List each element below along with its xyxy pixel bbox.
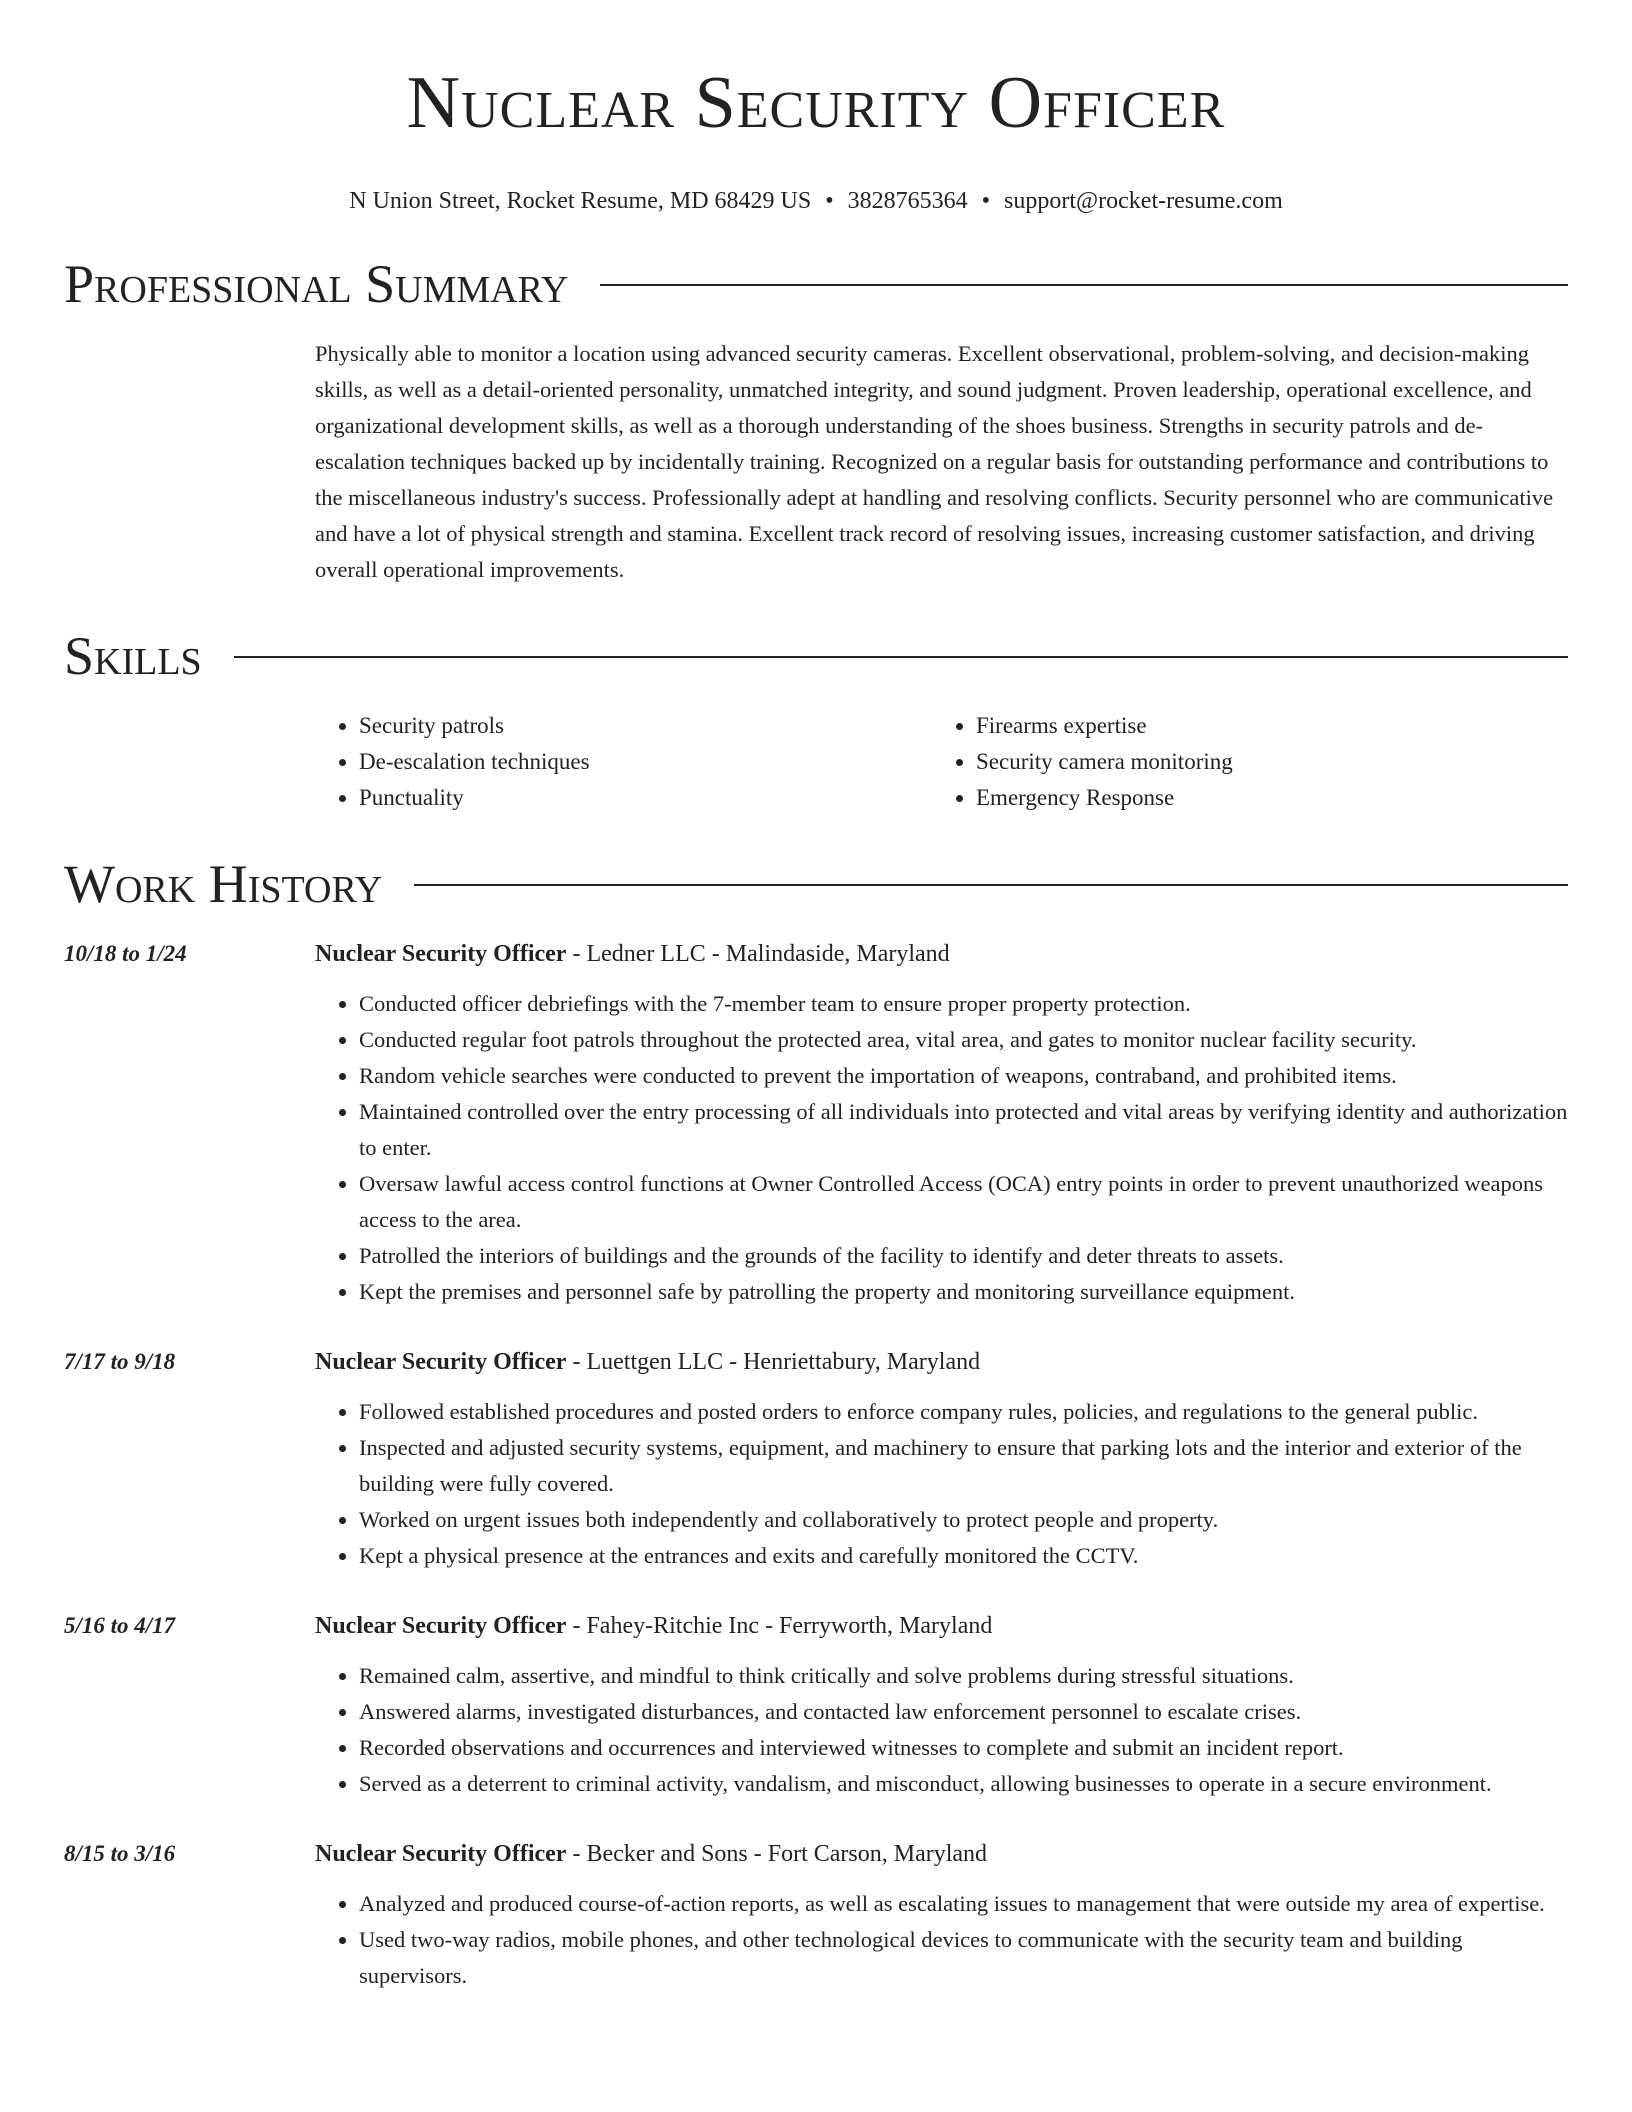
summary-text: Physically able to monitor a location using advanced security cameras. Excellent observational, problem-solving, and decision-making skills, as well as a detail-oriented personality, unmatched integrity, and sound judgment. Proven leadership, operational excellence, and organizational development skills, as well as a thorough understanding of the shoes business. Strengths in security patrols and de-escalation techniques backed up by incidentally training. Recognized on a regular basis for outstanding performance and contributions to the miscellaneous industry's success. Professionally adept at handling and resolving conflicts. Security personnel who are communicative and have a lot of physical strength and stamina. Excellent track record of resolving issues, increasing customer satisfaction, and driving overall operational improvements. [315,341,1554,582]
job-details: - Becker and Sons - Fort Carson, Maryland [566,1841,988,1867]
skills-section-header [64,626,1568,686]
job-entry [64,1344,1568,1574]
section-divider [600,284,1568,286]
contact-line [64,186,1568,216]
contact-separator: • [981,188,991,214]
job-bullets [315,1394,1568,1574]
skill-item: • Firearms expertise [976,708,1568,744]
job-body [315,936,1568,1310]
contact-separator: • [825,188,834,214]
job-bullet: • Inspected and adjusted security systems, equipment, and machinery to ensure that parking lots and the interior and exterior of the building were fully covered. [359,1430,1568,1502]
job-dates: 5/16 to 4/17 [64,1613,176,1638]
job-details: - Fahey-Ritchie Inc - Ferryworth, Maryland [566,1613,993,1639]
summary-section-title: Professional Summary [64,254,569,314]
job-dates: 8/15 to 3/16 [64,1841,176,1866]
resume-page [64,0,1568,1994]
job-details: - Ledner LLC - Malindaside, Maryland [566,941,950,967]
job-bullets [315,986,1568,1310]
job-heading [315,936,1568,972]
job-bullet: • Conducted regular foot patrols throughout the protected area, vital area, and gates to monitor nuclear facility security. [359,1022,1568,1058]
work-section-title: Work History [64,854,383,914]
skill-item: • Security camera monitoring [976,744,1568,780]
job-dates: 10/18 to 1/24 [64,941,187,966]
job-bullet: • Used two-way radios, mobile phones, and other technological devices to communicate with the security team and building supervisors. [359,1922,1568,1994]
job-dates: 7/17 to 9/18 [64,1349,176,1374]
job-title: Nuclear Security Officer [315,1613,567,1639]
contact-address: N Union Street, Rocket Resume, MD 68429 US [349,188,812,214]
job-bullet: • Followed established procedures and posted orders to enforce company rules, policies, and regulations to the general public. [359,1394,1568,1430]
job-details: - Luettgen LLC - Henriettabury, Maryland [566,1349,981,1375]
summary-section-header [64,254,1568,314]
job-bullet: • Conducted officer debriefings with the 7-member team to ensure proper property protection. [359,986,1568,1022]
job-bullet: • Maintained controlled over the entry processing of all individuals into protected and vital areas by verifying identity and authorization to enter. [359,1094,1568,1166]
skills-column-left [315,708,932,816]
job-heading [315,1836,1568,1872]
skills-list [315,708,1568,816]
skill-item: • De-escalation techniques [359,744,932,780]
skill-item: • Security patrols [359,708,932,744]
work-history-list [64,936,1568,1994]
job-entry [64,1608,1568,1802]
work-section-header [64,854,1568,914]
job-bullet: • Random vehicle searches were conducted to prevent the importation of weapons, contraband, and prohibited items. [359,1058,1568,1094]
job-bullet: • Worked on urgent issues both independently and collaboratively to protect people and property. [359,1502,1568,1538]
job-entry [64,1836,1568,1994]
job-title: Nuclear Security Officer [315,1841,567,1867]
job-bullet: • Kept a physical presence at the entrances and exits and carefully monitored the CCTV. [359,1538,1568,1574]
section-divider [234,656,1568,658]
skills-column-right [932,708,1568,816]
skills-section-title: Skills [64,626,202,686]
resume-name: Nuclear Security Officer [406,62,1226,144]
job-body [315,1608,1568,1802]
section-divider [414,884,1568,886]
job-title: Nuclear Security Officer [315,941,567,967]
job-bullet: • Analyzed and produced course-of-action reports, as well as escalating issues to management that were outside my area of expertise. [359,1886,1568,1922]
job-bullet: • Answered alarms, investigated disturbances, and contacted law enforcement personnel to escalate crises. [359,1694,1568,1730]
job-bullet: • Recorded observations and occurrences and interviewed witnesses to complete and submit an incident report. [359,1730,1568,1766]
job-entry [64,936,1568,1310]
job-bullet: • Kept the premises and personnel safe by patrolling the property and monitoring surveillance equipment. [359,1274,1568,1310]
contact-email[interactable]: support@rocket-resume.com [1004,188,1283,214]
job-bullet: • Oversaw lawful access control functions at Owner Controlled Access (OCA) entry points in order to prevent unauthorized weapons access to the area. [359,1166,1568,1238]
job-bullet: • Remained calm, assertive, and mindful to think critically and solve problems during stressful situations. [359,1658,1568,1694]
job-heading [315,1608,1568,1644]
job-body [315,1836,1568,1994]
contact-phone: 3828765364 [847,188,968,214]
job-title: Nuclear Security Officer [315,1349,567,1375]
job-bullet: • Served as a deterrent to criminal activity, vandalism, and misconduct, allowing businesses to operate in a secure environment. [359,1766,1568,1802]
skill-item: • Punctuality [359,780,932,816]
job-body [315,1344,1568,1574]
job-bullets [315,1886,1568,1994]
skill-item: • Emergency Response [976,780,1568,816]
job-heading [315,1344,1568,1380]
job-bullets [315,1658,1568,1802]
job-bullet: • Patrolled the interiors of buildings and the grounds of the facility to identify and deter threats to assets. [359,1238,1568,1274]
